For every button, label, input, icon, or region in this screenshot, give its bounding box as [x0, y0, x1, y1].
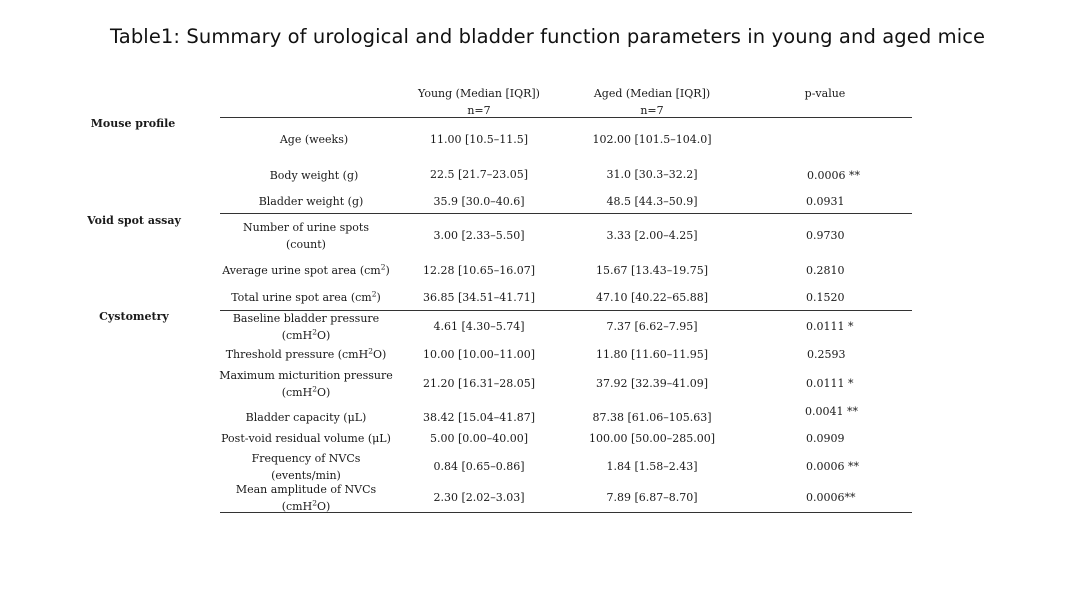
row-urine-spots-param-line2: (count): [286, 238, 326, 251]
header-young-n: n=7: [467, 104, 491, 117]
row-nvc-frequency-line1: Frequency of NVCs: [251, 452, 361, 465]
row-bladder-capacity-param: Bladder capacity (μL): [245, 411, 367, 424]
row-max-micturition-young: 21.20 [16.31–28.05]: [422, 377, 536, 390]
row-max-micturition-tail: O): [316, 386, 331, 399]
row-nvc-amplitude-param: [236, 481, 376, 515]
row-nvc-frequency-p: 0.0006 **: [806, 460, 859, 473]
row-nvc-frequency-param: [252, 450, 361, 484]
rule-mouse-profile: [220, 213, 912, 214]
header-aged-n: n=7: [640, 104, 664, 117]
header-young: [418, 85, 540, 119]
row-urine-spots-param: [243, 219, 369, 253]
row-avg-spot-area-aged: 15.67 [13.43–19.75]: [595, 264, 709, 277]
rule-header: [220, 117, 912, 118]
row-nvc-amplitude-young: 2.30 [2.02–3.03]: [433, 491, 525, 504]
row-total-spot-area-param: [231, 289, 381, 306]
row-body-weight-aged: 31.0 [30.3–32.2]: [606, 168, 698, 181]
row-total-spot-area-sup: 2: [371, 289, 377, 299]
row-max-micturition-p: 0.0111 *: [806, 377, 854, 390]
row-total-spot-area-young: 36.85 [34.51–41.71]: [422, 291, 536, 304]
section-mouse-profile: Mouse profile: [90, 117, 176, 130]
row-bladder-weight-param: Bladder weight (g): [258, 195, 364, 208]
row-nvc-amplitude-line2: (cmH: [281, 500, 313, 513]
row-max-micturition-aged: 37.92 [32.39–41.09]: [595, 377, 709, 390]
row-baseline-pressure-tail: O): [316, 329, 331, 342]
row-total-spot-area-p: 0.1520: [806, 291, 845, 304]
row-urine-spots-young: 3.00 [2.33–5.50]: [433, 229, 525, 242]
row-threshold-pressure-p: 0.2593: [807, 348, 846, 361]
row-body-weight-param: Body weight (g): [269, 169, 359, 182]
row-urine-spots-p: 0.9730: [806, 229, 845, 242]
section-cystometry: Cystometry: [99, 310, 169, 323]
row-avg-spot-area-sup: 2: [380, 262, 386, 272]
row-baseline-pressure-sup: 2: [312, 327, 317, 337]
row-body-weight-young: 22.5 [21.7–23.05]: [429, 168, 529, 181]
row-threshold-pressure-tail: O): [373, 348, 387, 361]
row-baseline-pressure-line1: Baseline bladder pressure: [232, 312, 380, 325]
row-nvc-amplitude-line1: Mean amplitude of NVCs: [235, 483, 377, 496]
header-aged: [594, 85, 710, 119]
row-nvc-frequency-young: 0.84 [0.65–0.86]: [433, 460, 525, 473]
row-threshold-pressure-sup: 2: [368, 346, 373, 356]
row-total-spot-area-tail: ): [376, 291, 381, 304]
row-bladder-capacity-aged: 87.38 [61.06–105.63]: [592, 411, 712, 424]
row-bladder-weight-young: 35.9 [30.0–40.6]: [433, 195, 525, 208]
row-threshold-pressure-young: 10.00 [10.00–11.00]: [422, 348, 536, 361]
row-nvc-amplitude-p: 0.0006**: [806, 491, 856, 504]
page-title: Table1: Summary of urological and bladder function parameters in young and aged mice: [110, 25, 986, 48]
row-bladder-weight-aged: 48.5 [44.3–50.9]: [606, 195, 698, 208]
row-avg-spot-area-param: [222, 262, 390, 279]
header-pvalue: p-value: [804, 87, 846, 100]
row-age-param: Age (weeks): [279, 133, 349, 146]
row-max-micturition-line1: Maximum micturition pressure: [219, 369, 393, 382]
row-post-void-param: Post-void residual volume (μL): [221, 432, 391, 445]
header-aged-label: Aged (Median [IQR]): [593, 87, 711, 100]
row-bladder-weight-p: 0.0931: [806, 195, 845, 208]
row-max-micturition-line2: (cmH: [281, 386, 313, 399]
row-baseline-pressure-p: 0.0111 *: [806, 320, 854, 333]
row-total-spot-area-label: Total urine spot area (cm: [231, 291, 372, 304]
row-bladder-capacity-young: 38.42 [15.04–41.87]: [422, 411, 536, 424]
row-post-void-aged: 100.00 [50.00–285.00]: [588, 432, 716, 445]
row-post-void-p: 0.0909: [806, 432, 845, 445]
row-threshold-pressure-label: Threshold pressure (cmH: [225, 348, 369, 361]
row-baseline-pressure-aged: 7.37 [6.62–7.95]: [606, 320, 698, 333]
row-nvc-amplitude-tail: O): [316, 500, 331, 513]
row-avg-spot-area-young: 12.28 [10.65–16.07]: [422, 264, 536, 277]
row-nvc-amplitude-sup: 2: [312, 498, 317, 508]
row-threshold-pressure-aged: 11.80 [11.60–11.95]: [595, 348, 709, 361]
row-avg-spot-area-label: Average urine spot area (cm: [222, 264, 381, 277]
section-void-spot-assay: Void spot assay: [87, 214, 181, 227]
row-nvc-frequency-aged: 1.84 [1.58–2.43]: [606, 460, 698, 473]
row-bladder-capacity-p: 0.0041 **: [805, 405, 858, 418]
row-urine-spots-param-line1: Number of urine spots: [243, 221, 369, 234]
row-baseline-pressure-param: [233, 310, 379, 344]
row-age-aged: 102.00 [101.5–104.0]: [592, 133, 712, 146]
row-baseline-pressure-line2: (cmH: [281, 329, 313, 342]
row-max-micturition-param: [219, 367, 392, 401]
row-body-weight-p: 0.0006 **: [807, 169, 860, 182]
header-young-label: Young (Median [IQR]): [418, 87, 540, 100]
row-baseline-pressure-young: 4.61 [4.30–5.74]: [433, 320, 525, 333]
row-age-young: 11.00 [10.5–11.5]: [429, 133, 529, 146]
row-nvc-frequency-line2: (events/min): [271, 469, 341, 482]
row-max-micturition-sup: 2: [312, 384, 317, 394]
row-total-spot-area-aged: 47.10 [40.22–65.88]: [595, 291, 709, 304]
row-post-void-young: 5.00 [0.00–40.00]: [429, 432, 529, 445]
row-threshold-pressure-param: [226, 346, 387, 363]
row-urine-spots-aged: 3.33 [2.00–4.25]: [606, 229, 698, 242]
row-avg-spot-area-p: 0.2810: [806, 264, 845, 277]
row-nvc-amplitude-aged: 7.89 [6.87–8.70]: [606, 491, 698, 504]
row-avg-spot-area-tail: ): [385, 264, 390, 277]
